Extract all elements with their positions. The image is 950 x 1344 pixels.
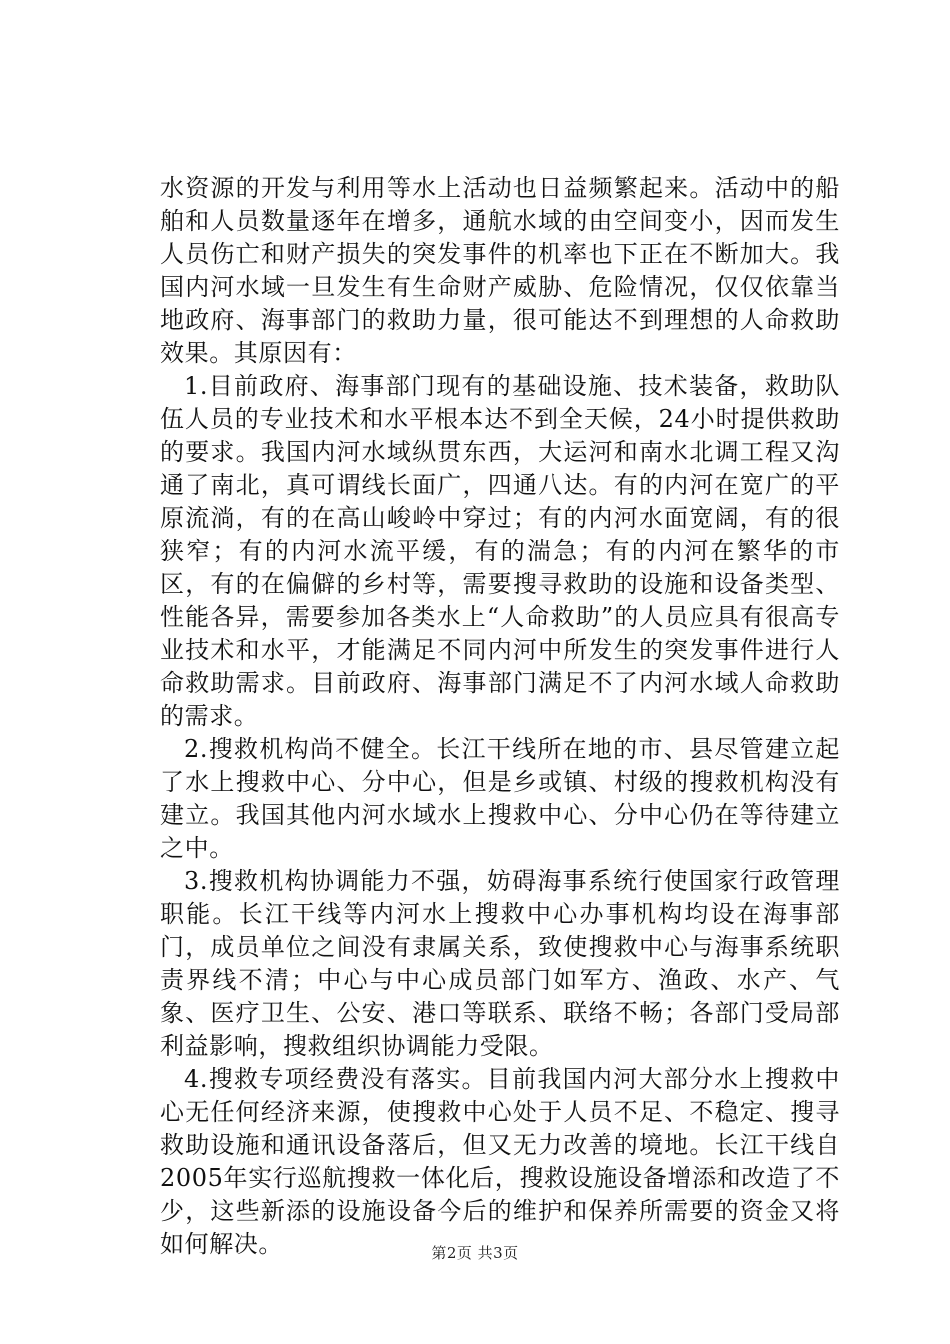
document-body bbox=[160, 172, 840, 1261]
paragraph-intro: 水资源的开发与利用等水上活动也日益频繁起来。活动中的船舶和人员数量逐年在增多，通航水域的由空间变小，因而发生人员伤亡和财产损失的突发事件的机率也下正在不断加大。我国内河水域一旦发生有生命财产威胁、危险情况，仅仅依靠当地政府、海事部门的救助力量，很可能达不到理想的人命救助效果。其原因有： bbox=[160, 174, 840, 367]
paragraph-point-4: 4.搜救专项经费没有落实。目前我国内河大部分水上搜救中心无任何经济来源，使搜救中心处于人员不足、不稳定、搜寻救助设施和通讯设备落后，但又无力改善的境地。长江干线自2005年实行巡航搜救一体化后，搜救设施设备增添和改造了不少，这些新添的设施设备今后的维护和保养所需要的资金又将如何解决。 bbox=[160, 1065, 840, 1258]
page-number-footer: 第2页 共3页 bbox=[431, 1244, 519, 1262]
paragraph-point-3: 3.搜救机构协调能力不强，妨碍海事系统行使国家行政管理职能。长江干线等内河水上搜救中心办事机构均设在海事部门，成员单位之间没有隶属关系，致使搜救中心与海事系统职责界线不清；中心与中心成员部门如军方、渔政、水产、气象、医疗卫生、公安、港口等联系、联络不畅；各部门受局部利益影响，搜救组织协调能力受限。 bbox=[160, 867, 840, 1060]
paragraph-point-2: 2.搜救机构尚不健全。长江干线所在地的市、县尽管建立起了水上搜救中心、分中心，但是乡或镇、村级的搜救机构没有建立。我国其他内河水域水上搜救中心、分中心仍在等待建立之中。 bbox=[160, 735, 840, 862]
paragraph-point-1: 1.目前政府、海事部门现有的基础设施、技术装备，救助队伍人员的专业技术和水平根本达不到全天候，24小时提供救助的要求。我国内河水域纵贯东西，大运河和南水北调工程又沟通了南北，真可谓线长面广，四通八达。有的内河在宽广的平原流淌，有的在高山峻岭中穿过；有的内河水面宽阔，有的很狭窄；有的内河水流平缓，有的湍急；有的内河在繁华的市区，有的在偏僻的乡村等，需要搜寻救助的设施和设备类型、性能各异，需要参加各类水上“人命救助”的人员应具有很高专业技术和水平，才能满足不同内河中所发生的突发事件进行人命救助需求。目前政府、海事部门满足不了内河水域人命救助的需求。 bbox=[160, 372, 840, 730]
